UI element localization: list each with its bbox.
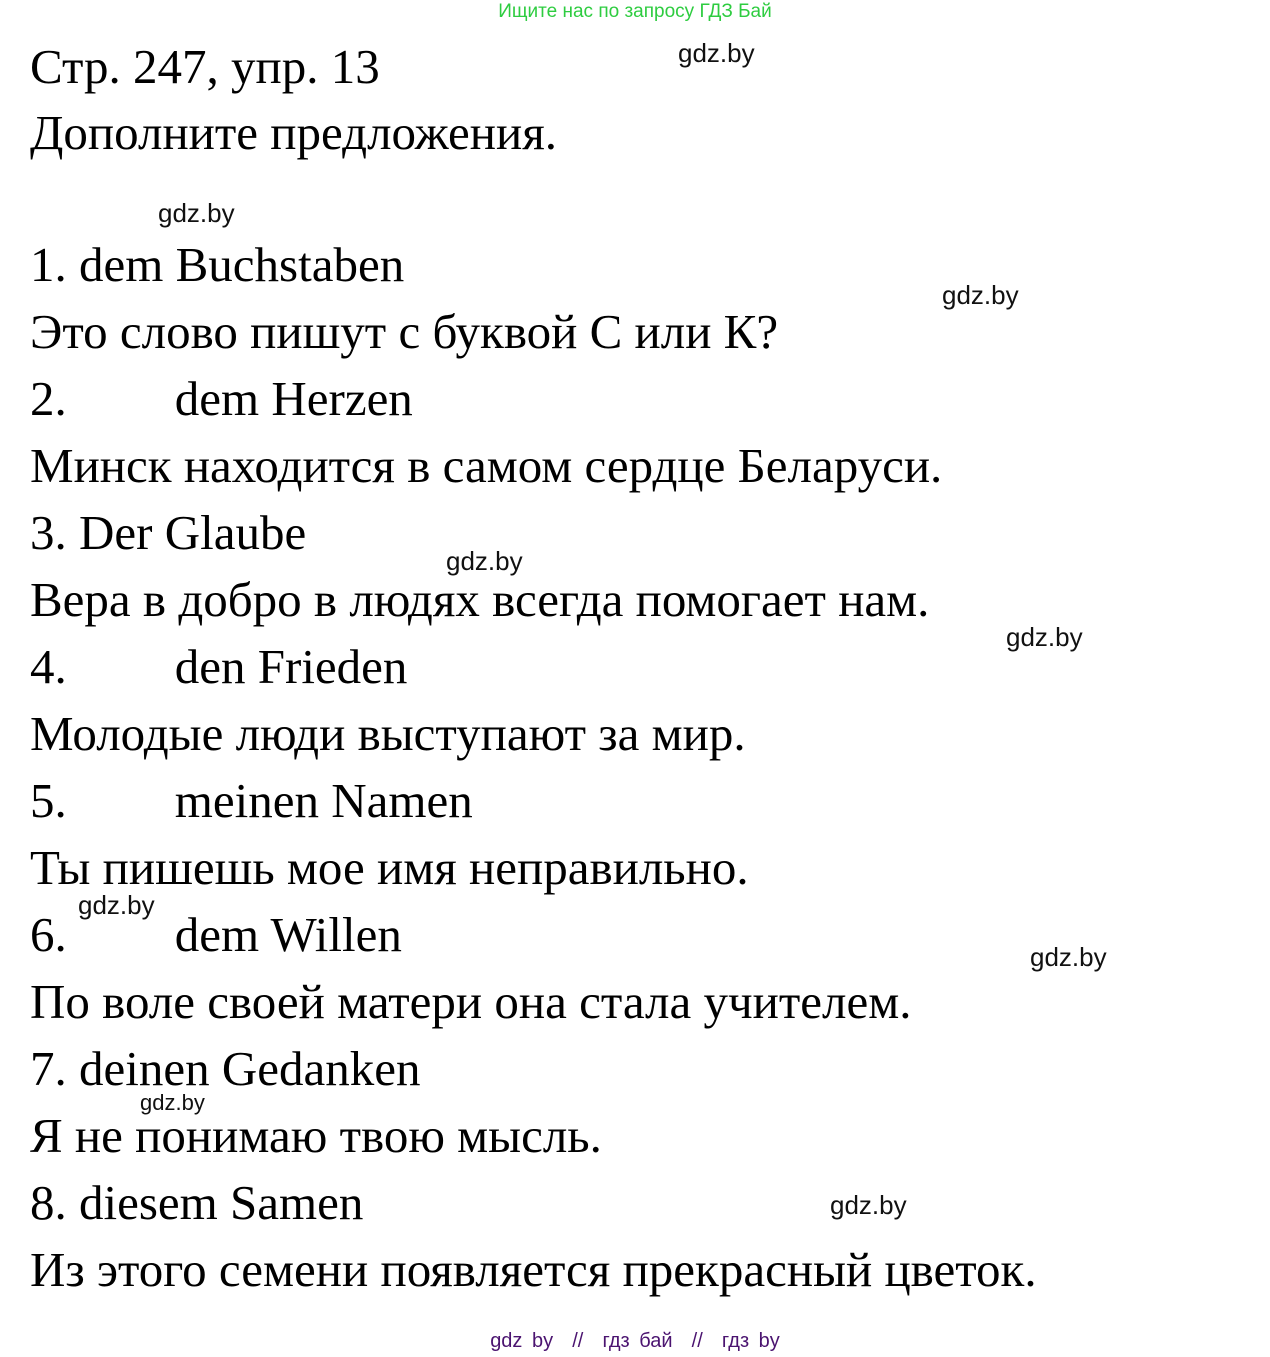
- item-german-text: diesem Samen: [79, 1175, 364, 1230]
- item-1-russian: Это слово пишут с буквой С или К?: [30, 304, 779, 359]
- item-3-german: [30, 505, 307, 560]
- item-german-text: dem Herzen: [174, 371, 413, 426]
- item-number: 6.: [30, 907, 67, 962]
- top-banner: Ищите нас по запросу ГДЗ Бай: [498, 1, 772, 22]
- item-number: 2.: [30, 371, 67, 426]
- page-title: Стр. 247, упр. 13: [30, 39, 380, 94]
- item-8-german: [30, 1175, 364, 1230]
- item-5-german: [30, 773, 473, 828]
- watermark: gdz.by: [446, 546, 523, 576]
- watermark: gdz.by: [830, 1190, 907, 1220]
- footer: gdz by // гдз бай // гдз by: [490, 1330, 780, 1352]
- item-german-text: meinen Namen: [174, 773, 473, 828]
- watermark: gdz.by: [1030, 942, 1107, 972]
- item-number: 7.: [30, 1041, 67, 1096]
- item-5-russian: Ты пишешь мое имя неправильно.: [30, 840, 749, 895]
- item-number: 4.: [30, 639, 67, 694]
- item-7-russian: Я не понимаю твою мысль.: [30, 1108, 602, 1163]
- watermark: gdz.by: [1006, 622, 1083, 652]
- item-1-german: [30, 237, 405, 292]
- item-2-german: [30, 371, 413, 426]
- item-4-german: [30, 639, 408, 694]
- item-3-russian: Вера в добро в людях всегда помогает нам.: [30, 572, 930, 627]
- item-german-text: dem Willen: [174, 907, 402, 962]
- watermark: gdz.by: [678, 38, 755, 68]
- item-4-russian: Молодые люди выступают за мир.: [30, 706, 746, 761]
- item-2-russian: Минск находится в самом сердце Беларуси.: [30, 438, 943, 493]
- item-number: 1.: [30, 237, 67, 292]
- instruction: Дополните предложения.: [30, 105, 557, 160]
- item-6-russian: По воле своей матери она стала учителем.: [30, 974, 912, 1029]
- item-number: 3.: [30, 505, 67, 560]
- item-8-russian: Из этого семени появляется прекрасный цветок.: [30, 1242, 1037, 1297]
- watermark: gdz.by: [942, 280, 1019, 310]
- watermark: gdz.by: [158, 198, 235, 228]
- item-number: 8.: [30, 1175, 67, 1230]
- item-7-german: [30, 1041, 421, 1096]
- item-german-text: dem Buchstaben: [79, 237, 405, 292]
- item-german-text: den Frieden: [174, 639, 408, 694]
- watermark: gdz.by: [78, 890, 155, 920]
- item-number: 5.: [30, 773, 67, 828]
- watermark: gdz.by: [140, 1090, 205, 1115]
- item-german-text: Der Glaube: [79, 505, 307, 560]
- item-german-text: deinen Gedanken: [79, 1041, 421, 1096]
